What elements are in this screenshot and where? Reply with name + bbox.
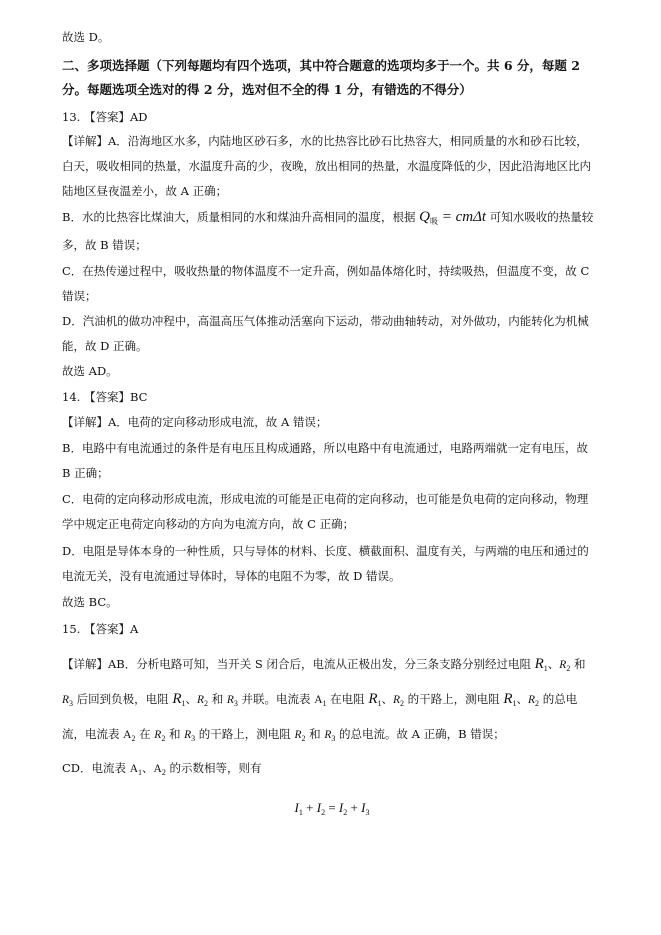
section-heading: 二、多项选择题（下列每题均有四个选项，其中符合题意的选项均多于一个。共 6 分，每题 2 — [62, 58, 580, 73]
text-line-p15-1 — [62, 656, 602, 677]
text-line: 白天，吸收相同的热量，水温度升高的少，夜晚，放出相同的热量，水温度降低的少，因此沿海地区比内 — [62, 159, 591, 173]
text-segment: 、 — [381, 692, 393, 706]
text-line-p15-3 — [62, 726, 602, 747]
text-segment: 的总电 — [539, 692, 578, 706]
symbol-a2: $A_2$ — [123, 729, 136, 743]
text-line: 故选 AD。 — [62, 364, 118, 378]
text-line: 能，故 D 正确。 — [62, 339, 148, 353]
text-segment: 、 — [516, 692, 529, 706]
text-line: 错误； — [62, 289, 97, 303]
text-line: C．电荷的定向移动形成电流，形成电流的可能是正电荷的定向移动，也可能是负电荷的定向移动，物理 — [62, 492, 589, 506]
symbol-r1: $R_1$ — [534, 656, 548, 673]
text-line-p15-2 — [62, 691, 602, 712]
symbol-r2: $R_2$ — [393, 694, 405, 708]
text-line: D．汽油机的做功冲程中，高温高压气体推动活塞向下运动，带动曲轴转动，对外做功，内能转化为机械 — [62, 314, 589, 328]
text-line: 【详解】A．电荷的定向移动形成电流，故 A 错误； — [62, 415, 328, 429]
formula-q — [419, 209, 490, 225]
symbol-r3: $R_3$ — [62, 694, 74, 708]
text-segment: 后回到负极，电阻 — [73, 692, 173, 706]
formula-subscript: 吸 — [429, 217, 438, 226]
text-line: B 正确； — [62, 466, 109, 480]
symbol-a1: $A_1$ — [129, 763, 142, 777]
text-line: 陆地区昼夜温差小，故 A 正确； — [62, 184, 228, 198]
text-segment: 【详解】AB．分析电路可知，当开关 S 闭合后，电流从正极出发，分三条支路分别经过电阻 — [62, 657, 535, 671]
text-line: 故选 D。 — [62, 30, 110, 44]
symbol-r3: $R_3$ — [184, 729, 196, 743]
symbol-r1: $R_1$ — [172, 691, 186, 708]
text-segment: 和 — [208, 692, 227, 706]
text-line: 电流无关，没有电流通过导体时，导体的电阻不为零，故 D 错误。 — [62, 569, 401, 583]
symbol-r3: $R_3$ — [226, 694, 238, 708]
text-line: 故选 BC。 — [62, 595, 118, 609]
text-segment: 的干路上，测电阻 — [404, 692, 504, 706]
symbol-r2: $R_2$ — [294, 729, 306, 743]
text-segment: 、 — [185, 692, 198, 706]
text-segment: CD．电流表 — [62, 761, 130, 775]
answer-15: 15. 【答案】A — [62, 622, 139, 636]
text-segment: 和 — [305, 727, 325, 741]
text-line-p15-4 — [62, 760, 602, 781]
answer-14: 14. 【答案】BC — [62, 390, 148, 404]
formula-rest: = cmΔt — [437, 209, 490, 225]
symbol-a2: $A_2$ — [153, 763, 166, 777]
text-segment: 、 — [142, 761, 154, 775]
symbol-r2: $R_2$ — [197, 694, 209, 708]
symbol-r2: $R_2$ — [154, 729, 166, 743]
text-line: D．电阻是导体本身的一种性质，只与导体的材料、长度、横截面积、温度有关，与两端的电压和通过的 — [62, 544, 589, 558]
text-segment: 在电阻 — [326, 692, 369, 706]
symbol-a1: $A_1$ — [314, 694, 327, 708]
formula-symbol: Q — [419, 209, 430, 225]
text-segment: 的总电流。故 A 正确，B 错误； — [335, 727, 505, 741]
text-segment: 可知水吸收的热量较 — [489, 210, 594, 224]
text-line: 多，故 B 错误； — [62, 238, 147, 252]
text-line-formula — [62, 209, 602, 230]
answer-13: 13. 【答案】AD — [62, 110, 148, 124]
text-line: C．在热传递过程中，吸收热量的物体温度不一定升高，例如晶体熔化时，持续吸热，但温度不变，故 C — [62, 264, 590, 278]
symbol-r3: $R_3$ — [324, 729, 336, 743]
text-segment: 并联。电流表 — [237, 692, 315, 706]
text-segment: 和 — [570, 657, 586, 671]
text-segment: 和 — [165, 727, 185, 741]
text-segment: B．水的比热容比煤油大，质量相同的水和煤油升高相同的温度，根据 — [62, 210, 416, 224]
equation: $I_1 + I_2 = I_2 + I_3$ — [294, 800, 370, 817]
text-segment: 在 — [135, 727, 155, 741]
text-segment: 的干路上，测电阻 — [195, 727, 295, 741]
text-line: 学中规定正电荷定向移动的方向为电流方向，故 C 正确； — [62, 517, 355, 531]
symbol-r1: $R_1$ — [368, 691, 382, 708]
section-heading-cont: 分。每题选项全选对的得 2 分，选对但不全的得 1 分，有错选的不得分） — [62, 82, 472, 97]
text-segment: 的示数相等，则有 — [165, 761, 262, 775]
symbol-r2: $R_2$ — [559, 659, 571, 673]
symbol-r2: $R_2$ — [528, 694, 540, 708]
symbol-r1: $R_1$ — [503, 691, 517, 708]
text-line: B．电路中有电流通过的条件是有电压且构成通路，所以电路中有电流通过，电路两端就一定有电压，故 — [62, 441, 588, 455]
text-line: 【详解】A．沿海地区水多，内陆地区砂石多，水的比热容比砂石比热容大，相同质量的水和砂石比较， — [62, 134, 588, 148]
text-segment: 流，电流表 — [62, 727, 124, 741]
text-segment: 、 — [547, 657, 560, 671]
